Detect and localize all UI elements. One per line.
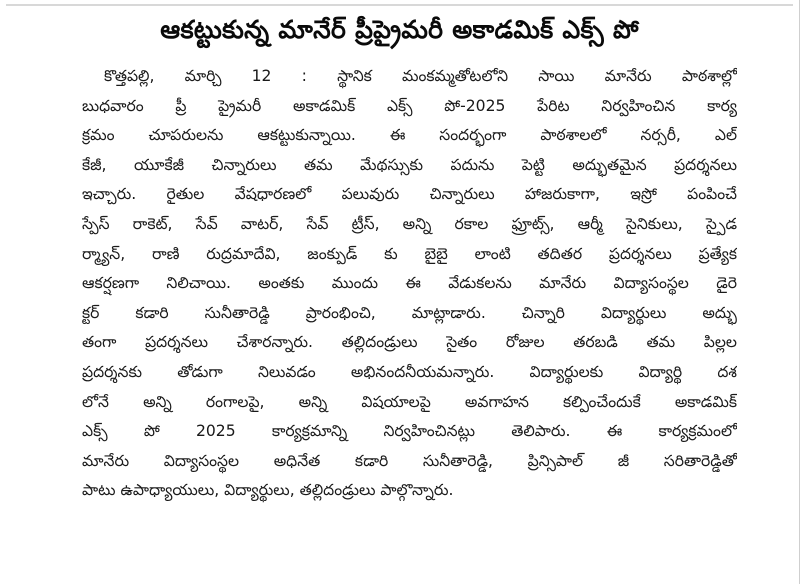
article-line: కొత్తపల్లి, మార్చి 12 : స్థానిక మంకమ్మతోటలోని సాయి మానేరు పాఠశాల్లో — [104, 67, 737, 85]
article-line: తంగా ప్రదర్శనలు చేశారన్నారు. తల్లిదండ్రులు సైతం రోజుల తరబడి తమ పిల్లల — [82, 333, 737, 352]
article-line: మానేరు విద్యాసంస్థల అధినేత కడారి సునీతారెడ్డి, ప్రిన్సిపాల్ జీ సరితారెడ్డితో — [82, 451, 737, 470]
headline: ఆకట్టుకున్న మానేర్ ప్రీప్రైమరీ అకాడమిక్ ఎక్స్ పో — [160, 15, 639, 44]
article-line: ఆకర్షణగా నిలిచాయి. అంతకు ముందు ఈ వేడుకలను మానేరు విద్యాసంస్థల డైరె — [82, 274, 737, 293]
cropped-next-text — [330, 576, 420, 584]
article-line: ఇచ్చారు. రైతుల వేషధారణలో పలువురు చిన్నారులు హాజరుకాగా, ఇస్రో పంపించే — [82, 185, 737, 204]
article-body — [82, 62, 737, 506]
article-line: ర్మ్యాన్, రాణి రుద్రమాదేవి, జంక్పుడ్ కు బైబై లాంటి తదితర ప్రదర్శనలు ప్రత్యేక — [82, 244, 737, 263]
article-line: కేజీ, యూకేజీ చిన్నారులు తమ మేథస్సుకు పదును పెట్టి అద్భుతమైన ప్రదర్శనలు — [82, 155, 737, 174]
article-line: పాటు ఉపాధ్యాయులు, విద్యార్థులు, తల్లిదండ్రులు పాల్గొన్నారు. — [82, 481, 454, 500]
article-line: క్రమం చూపరులను ఆకట్టుకున్నాయి. ఈ సందర్భంగా పాఠశాలలో నర్సరీ, ఎల్ — [82, 126, 737, 145]
article-line: స్పేస్ రాకెట్, సేవ్ వాటర్, సేవ్ ట్రీస్, అన్ని రకాల ఫ్రూట్స్, ఆర్మీ సైనికులు, స్పైడ — [82, 214, 737, 233]
article-line: బుధవారం ప్రీ ప్రైమరీ అకాడమిక్ ఎక్స్ పో-2025 పేరిట నిర్వహించిన కార్య — [82, 96, 737, 115]
article-line: ప్రదర్శనకు తోడుగా నిలువడం అభినందనీయమన్నారు. విద్యార్థులకు విద్యార్థి దశ — [82, 362, 737, 381]
top-rule — [6, 4, 793, 6]
article-line: లోనే అన్ని రంగాలపై, అన్ని విషయాలపై అవగాహన కల్పించేందుకే అకాడమిక్ — [82, 392, 737, 411]
article-line: క్టర్ కడారి సునీతారెడ్డి ప్రారంభించి, మాట్లాడారు. చిన్నారి విద్యార్థులు అద్భు — [82, 303, 737, 322]
article-line: ఎక్స్ పో 2025 కార్యక్రమాన్ని నిర్వహించినట్లు తెలిపారు. ఈ కార్యక్రమంలో — [82, 422, 737, 441]
